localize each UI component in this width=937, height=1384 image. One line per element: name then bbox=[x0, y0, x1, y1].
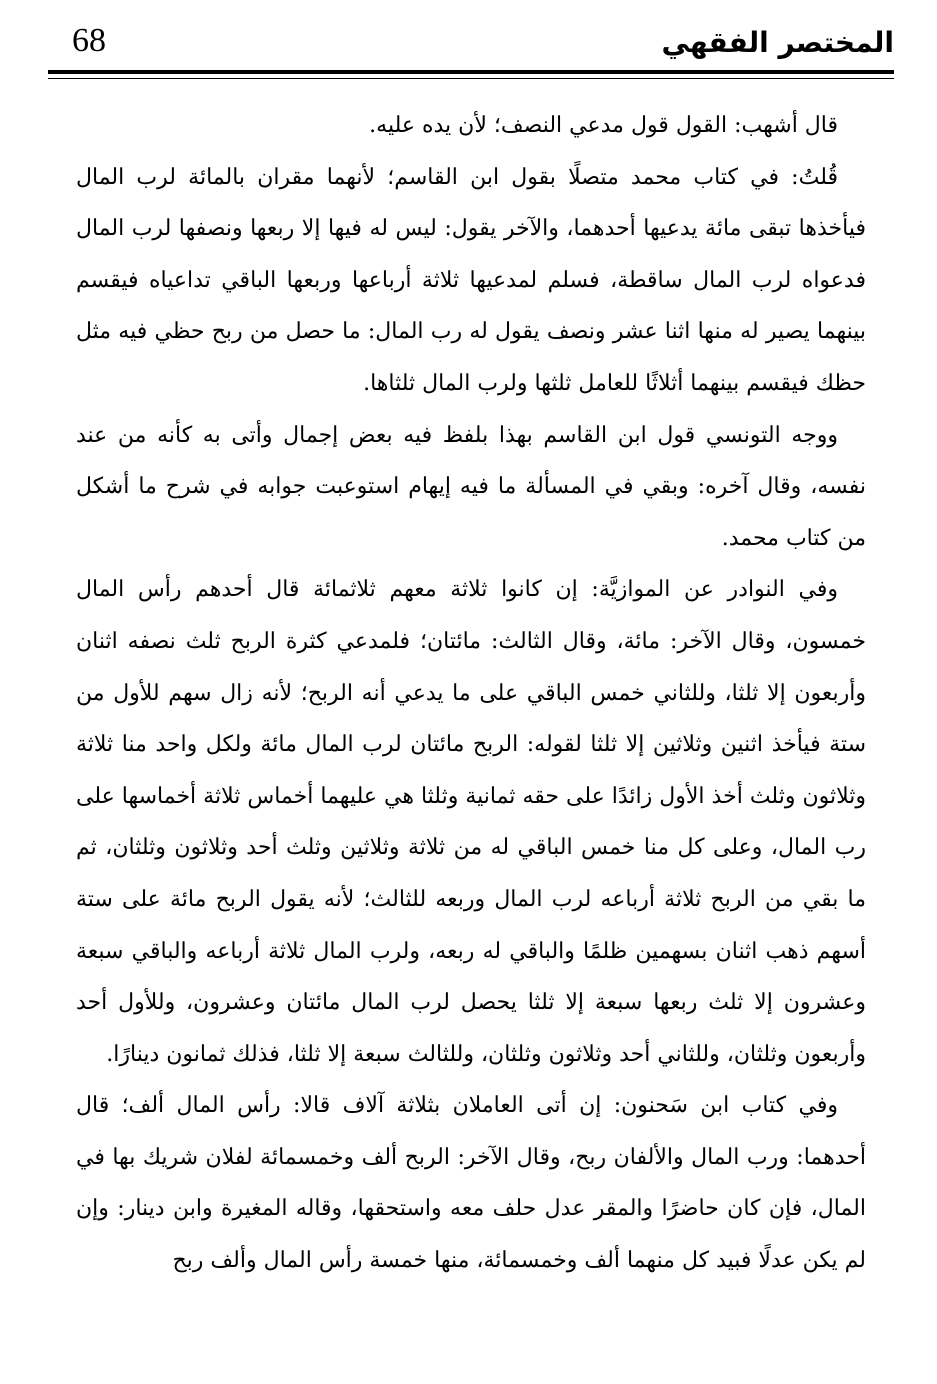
running-title: المختصر الفقهي bbox=[661, 26, 894, 59]
paragraph: قال أشهب: القول قول مدعي النصف؛ لأن يده عليه. bbox=[369, 113, 838, 138]
paragraph: ووجه التونسي قول ابن القاسم بهذا بلفظ فيه بعض إجمال وأتى به كأنه من عند نفسه، وقال آخره: وبقي في المسألة ما فيه إيهام استوعبت جوابه في شرح ما أشكل من كتاب محمد. bbox=[76, 422, 866, 551]
paragraph: وفي النوادر عن الموازيَّة: إن كانوا ثلاثة معهم ثلاثمائة قال أحدهم رأس المال خمسون، وقال الآخر: مائة، وقال الثالث: مائتان؛ فلمدعي كثرة الربح ثلث نصفه اثنان وأربعون إلا ثلثا، وللثاني خمس الباقي على ما يدعي أنه الربح؛ لأنه زال سهم للأول من ستة فيأخذ اثنين وثلاثين إلا ثلثا لقوله: الربح مائتان لرب المال مائة ولكل واحد منا ثلاثة وثلاثون وثلث أخذ الأول زائدًا على حقه ثمانية وثلثا هي عليهما أخماس ثلاثة أخماسها على رب المال، وعلى كل منا خمس الباقي له من ثلاثة وثلاثين وثلث أحد وثلاثون وثلثان، ثم ما بقي من الربح ثلاثة أرباعه لرب المال وربعه للثالث؛ لأنه يقول الربح مائة على ستة أسهم ذهب اثنان بسهمين ظلمًا والباقي له ربعه، ولرب المال ثلاثة أرباعه والباقي سبعة وعشرون إلا ثلث ربعها سبعة إلا ثلثا يحصل لرب المال مائتان وعشرون، وللأول أحد وأربعون وثلثان، وللثاني أحد وثلاثون وثلثان، وللثالث سبعة إلا ثلثا، فذلك ثمانون دينارًا. bbox=[76, 577, 866, 1067]
paragraph: قُلتُ: في كتاب محمد متصلًا بقول ابن القاسم؛ لأنهما مقران بالمائة لرب المال فيأخذها تبقى مائة يدعيها أحدهما، والآخر يقول: ليس له فيها إلا ربعها ونصفها لرب المال فدعواه لرب المال ساقطة، فسلم لمدعيها ثلاثة أرباعها وربعها الباقي تداعياه فيقسم بينهما يصير له منها اثنا عشر ونصف يقول له رب المال: ما حصل من ربح حظي فيه مثل حظك فيقسم بينهما أثلاثًا للعامل ثلثها ولرب المال ثلثاها. bbox=[76, 164, 866, 396]
header-rule-thin bbox=[48, 78, 894, 79]
paragraph: وفي كتاب ابن سَحنون: إن أتى العاملان بثلاثة آلاف قالا: رأس المال ألف؛ قال أحدهما: ورب المال والألفان ربح، وقال الآخر: الربح ألف وخمسمائة لفلان شريك بها في المال، فإن كان حاضرًا والمقر عدل حلف معه واستحقها، وقاله المغيرة وابن دينار: وإن لم يكن عدلًا فبيد كل منهما ألف وخمسمائة، منها خمسة رأس المال وألف ربح bbox=[76, 1093, 866, 1274]
page-body bbox=[76, 100, 866, 1287]
page-number: 68 bbox=[72, 22, 106, 59]
page-header bbox=[48, 22, 894, 70]
header-rule-thick bbox=[48, 70, 894, 74]
